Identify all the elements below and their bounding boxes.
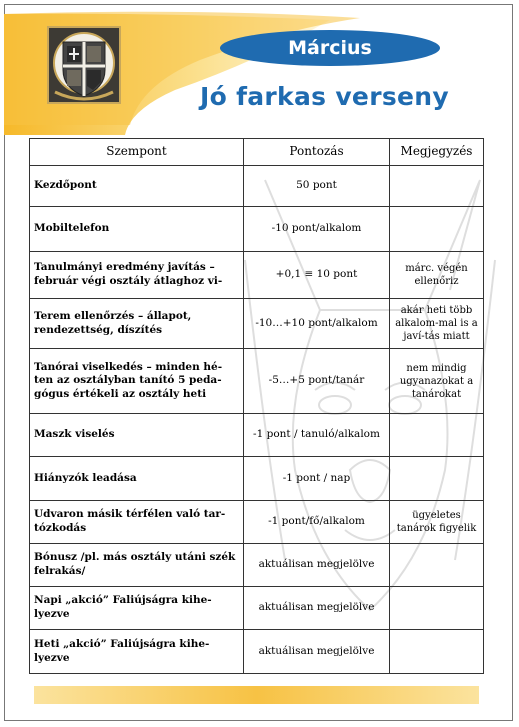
criterion-cell: Heti „akció” Faliújságra kihe-lyezve <box>30 630 244 674</box>
page-title: Jó farkas verseny <box>200 82 449 111</box>
table-row <box>30 299 484 349</box>
criterion-cell: Napi „akció” Faliújságra kihe-lyezve <box>30 587 244 630</box>
note-cell <box>390 207 484 252</box>
table-row <box>30 630 484 674</box>
note-cell <box>390 544 484 587</box>
scoring-cell: aktuálisan megjelölve <box>244 544 390 587</box>
note-cell <box>390 166 484 207</box>
scoring-cell: -1 pont/fő/alkalom <box>244 501 390 544</box>
scoring-cell: -1 pont / nap <box>244 457 390 501</box>
criterion-cell: Kezdőpont <box>30 166 244 207</box>
school-crest-logo <box>47 26 121 104</box>
scoring-cell: -5…+5 pont/tanár <box>244 349 390 414</box>
scoring-cell: -10…+10 pont/alkalom <box>244 299 390 349</box>
table-row <box>30 252 484 299</box>
scoring-cell: +0,1 ≡ 10 pont <box>244 252 390 299</box>
scoring-cell: 50 pont <box>244 166 390 207</box>
table-row <box>30 587 484 630</box>
table-row <box>30 501 484 544</box>
table-row <box>30 414 484 457</box>
bottom-decorative-bar <box>34 686 479 704</box>
criterion-cell: Maszk viselés <box>30 414 244 457</box>
criterion-cell: Udvaron másik térfélen való tar-tózkodás <box>30 501 244 544</box>
table-row <box>30 349 484 414</box>
header-note: Megjegyzés <box>390 139 484 166</box>
note-cell <box>390 587 484 630</box>
criterion-cell: Tanórai viselkedés – minden hé-ten az osztályban tanító 5 peda-gógus értékeli az osztály heti <box>30 349 244 414</box>
table-row <box>30 207 484 252</box>
header-criterion: Szempont <box>30 139 244 166</box>
note-cell <box>390 630 484 674</box>
scoring-cell: aktuálisan megjelölve <box>244 630 390 674</box>
criterion-cell: Hiányzók leadása <box>30 457 244 501</box>
header-scoring: Pontozás <box>244 139 390 166</box>
note-cell <box>390 457 484 501</box>
scoring-table <box>29 138 484 674</box>
scoring-cell: aktuálisan megjelölve <box>244 587 390 630</box>
month-badge: Március <box>220 30 440 66</box>
table-row <box>30 544 484 587</box>
scoring-cell: -1 pont / tanuló/alkalom <box>244 414 390 457</box>
table-header-row <box>30 139 484 166</box>
table-row <box>30 166 484 207</box>
table-row <box>30 457 484 501</box>
criterion-cell: Terem ellenőrzés – állapot, rendezettség, díszítés <box>30 299 244 349</box>
criterion-cell: Mobiltelefon <box>30 207 244 252</box>
note-cell: nem mindig ugyanazokat a tanárokat <box>390 349 484 414</box>
criterion-cell: Bónusz /pl. más osztály utáni szék felrakás/ <box>30 544 244 587</box>
note-cell: márc. végén ellenőriz <box>390 252 484 299</box>
note-cell: akár heti több alkalom-mal is a javí-tás miatt <box>390 299 484 349</box>
scoring-cell: -10 pont/alkalom <box>244 207 390 252</box>
note-cell: ügyeletes tanárok figyelik <box>390 501 484 544</box>
criterion-cell: Tanulmányi eredmény javítás – február végi osztály átlaghoz vi- <box>30 252 244 299</box>
note-cell <box>390 414 484 457</box>
